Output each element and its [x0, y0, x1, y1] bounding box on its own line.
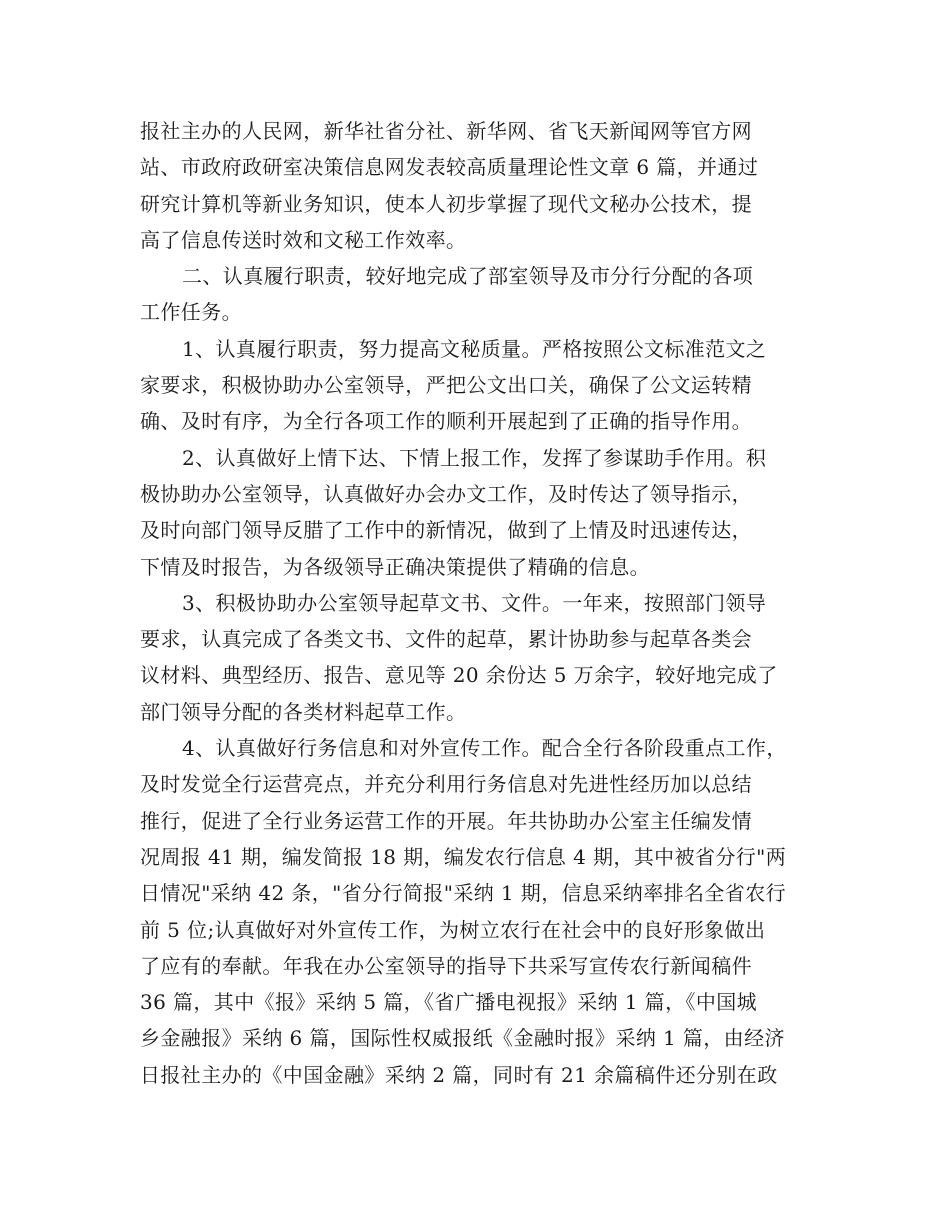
text-line: 议材料、典型经历、报告、意见等 20 余份达 5 万余字，较好地完成了 [140, 663, 778, 688]
text-line: 站、市政府政研室决策信息网发表较高质量理论性文章 6 篇，并通过 [140, 155, 759, 180]
text-line: 家要求，积极协助办公室领导，严把公文出口关，确保了公文运转精 [140, 373, 752, 398]
text-line: 1、认真履行职责，努力提高文秘质量。严格按照公文标准范文之 [182, 336, 767, 361]
text-line: 乡金融报》采纳 6 篇，国际性权威报纸《金融时报》采纳 1 篇，由经济 [140, 1026, 785, 1051]
text-line: 3、积极协助办公室领导起草文书、文件。一年来，按照部门领导 [182, 590, 767, 615]
text-line: 下情及时报告，为各级领导正确决策提供了精确的信息。 [140, 554, 650, 579]
text-line: 部门领导分配的各类材料起草工作。 [140, 699, 467, 724]
text-line: 高了信息传送时效和文秘工作效率。 [140, 227, 467, 252]
document-body [140, 113, 812, 1093]
text-line: 前 5 位;认真做好对外宣传工作，为树立农行在社会中的良好形象做出 [140, 917, 766, 942]
text-line: 推行，促进了全行业务运营工作的开展。年共协助办公室主任编发情 [140, 808, 752, 833]
text-line: 极协助办公室领导，认真做好办会办文工作，及时传达了领导指示， [140, 481, 752, 506]
text-line: 报社主办的人民网，新华社省分社、新华网、省飞天新闻网等官方网 [140, 119, 752, 143]
text-line: 日情况"采纳 42 条，"省分行简报"采纳 1 期，信息采纳率排名全省农行 [140, 881, 787, 906]
text-line: 二、认真履行职责，较好地完成了部室领导及市分行分配的各项 [182, 264, 754, 289]
text-line: 2、认真做好上情下达、下情上报工作，发挥了参谋助手作用。积 [182, 445, 767, 470]
text-line: 日报社主办的《中国金融》采纳 2 篇，同时有 21 余篇稿件还分别在政 [140, 1062, 778, 1087]
text-line: 况周报 41 期，编发简报 18 期，编发农行信息 4 期，其中被省分行"两 [140, 844, 787, 869]
text-line: 及时向部门领导反腊了工作中的新情况，做到了上情及时迅速传达， [140, 518, 752, 543]
text-line: 了应有的奉献。年我在办公室领导的指导下共采写宣传农行新闻稿件 [140, 953, 752, 978]
text-line: 4、认真做好行务信息和对外宣传工作。配合全行各阶段重点工作， [182, 736, 787, 761]
text-line: 36 篇，其中《报》采纳 5 篇，《省广播电视报》采纳 1 篇，《中国城 [140, 990, 758, 1015]
text-line: 研究计算机等新业务知识，使本人初步掌握了现代文秘办公技术，提 [140, 191, 752, 216]
text-line: 要求，认真完成了各类文书、文件的起草，累计协助参与起草各类会 [140, 627, 752, 652]
text-line: 确、及时有序，为全行各项工作的顺利开展起到了正确的指导作用。 [140, 409, 752, 434]
text-line: 工作任务。 [140, 300, 242, 325]
text-line: 及时发觉全行运营亮点，并充分利用行务信息对先进性经历加以总结 [140, 772, 752, 797]
